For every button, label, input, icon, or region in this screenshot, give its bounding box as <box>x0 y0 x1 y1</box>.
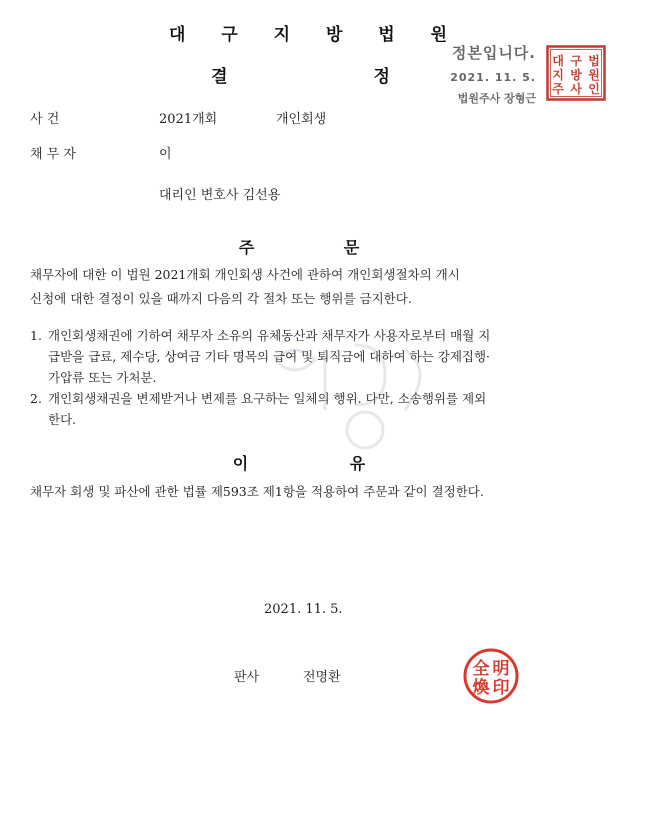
faint-watermark-icon <box>255 320 455 460</box>
svg-text:주: 주 <box>552 82 564 96</box>
document-type: 결 정 <box>211 67 460 87</box>
svg-text:인: 인 <box>588 82 600 96</box>
certified-copy-date: 2021. 11. 5. <box>450 71 536 84</box>
svg-text:全: 全 <box>472 659 490 679</box>
order-line-2: 신청에 대한 결정이 있을 때까지 다음의 각 절차 또는 행위를 금지한다. <box>30 291 412 306</box>
case-label: 사 건 <box>30 112 60 127</box>
order-item-number: 2. <box>30 391 42 406</box>
svg-text:煥: 煥 <box>472 678 490 698</box>
court-clerk-seal-icon <box>546 45 606 101</box>
order-item-line: 가압류 또는 가처분. <box>48 370 157 385</box>
svg-text:구: 구 <box>570 54 582 68</box>
order-item-line: 개인회생채권을 변제받거나 변제를 요구하는 일체의 행위. 다만, 소송행위를 제외 <box>48 391 487 406</box>
certified-copy-title: 정본입니다. <box>451 44 536 62</box>
order-item-line: 한다. <box>48 412 77 427</box>
order-item-line: 개인회생채권에 기하여 채무자 소유의 유체동산과 채무자가 사용자로부터 매월 지 <box>48 328 491 343</box>
case-name: 개인회생 <box>276 112 327 127</box>
svg-text:사: 사 <box>570 82 582 96</box>
court-name: 대 구 지 방 법 원 <box>168 25 463 45</box>
svg-text:방: 방 <box>570 68 582 82</box>
case-number: 2021개회 <box>159 112 218 127</box>
order-heading: 주 문 <box>238 238 402 257</box>
svg-text:明: 明 <box>492 659 510 679</box>
certified-copy-clerk: 법원주사 장형근 <box>457 92 536 105</box>
certified-copy-stamp <box>432 42 536 106</box>
svg-text:대: 대 <box>552 54 564 68</box>
order-item-number: 1. <box>30 328 42 343</box>
svg-text:원: 원 <box>588 68 600 82</box>
reason-text: 채무자 회생 및 파산에 관한 법률 제593조 제1항을 적용하여 주문과 같이 결정한다. <box>30 484 484 499</box>
debtor-agent: 대리인 변호사 김선용 <box>159 188 281 203</box>
decision-date: 2021. 11. 5. <box>264 602 343 617</box>
svg-text:지: 지 <box>552 68 564 82</box>
debtor-label: 채 무 자 <box>30 147 76 162</box>
svg-text:印: 印 <box>492 678 510 698</box>
judge-label: 판사 <box>234 670 260 685</box>
debtor-name: 이 <box>159 147 172 162</box>
order-line-1: 채무자에 대한 이 법원 2021개회 개인회생 사건에 관하여 개인회생절차의 개시 <box>30 267 460 282</box>
judge-seal-icon <box>462 647 520 705</box>
order-item-line: 급받을 급료, 제수당, 상여금 기타 명목의 급여 및 퇴직금에 대하여 하는 강제집행· <box>48 349 491 364</box>
reason-heading: 이 유 <box>232 454 414 473</box>
judge-name: 전명환 <box>303 670 341 685</box>
svg-text:법: 법 <box>588 54 600 68</box>
